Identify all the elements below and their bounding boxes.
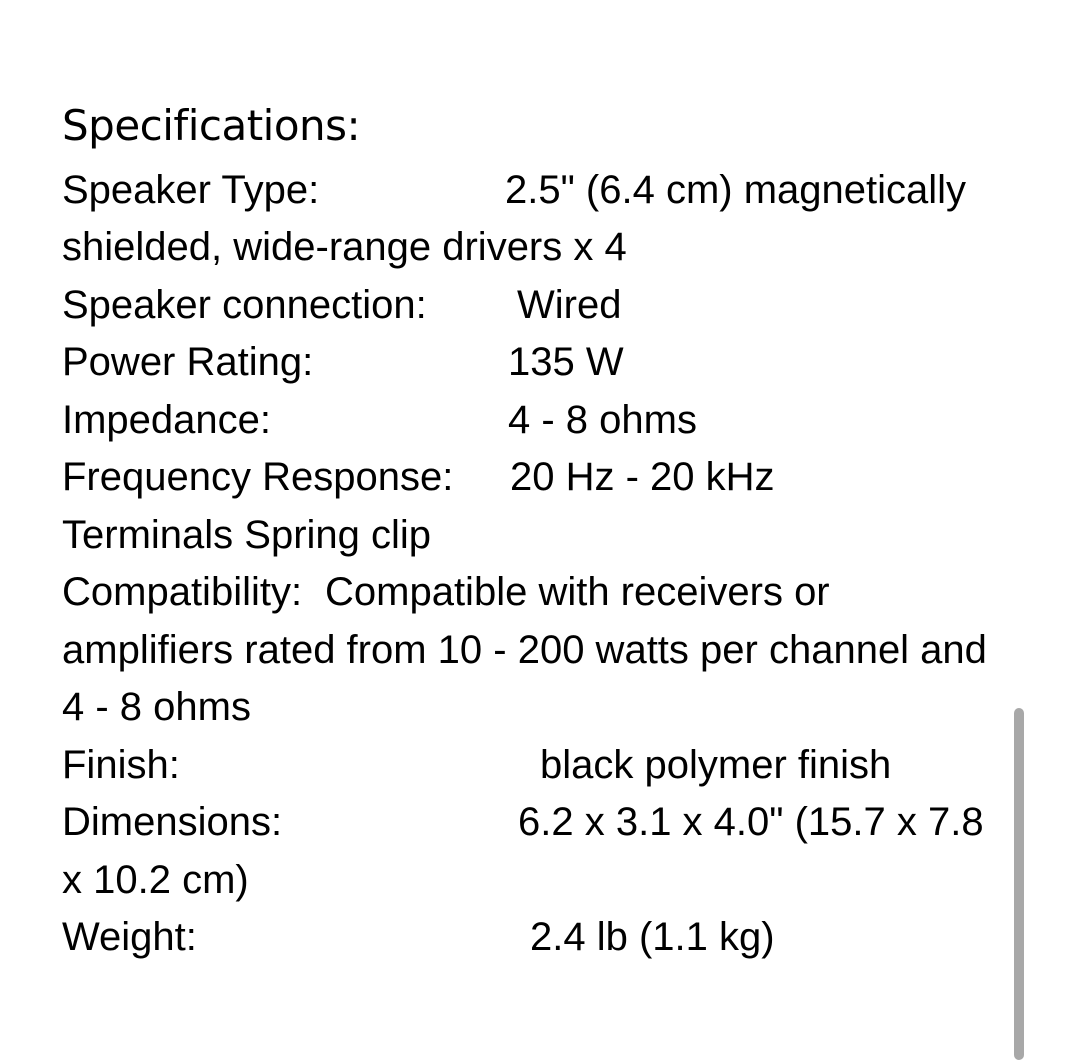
scrollbar-thumb[interactable] xyxy=(1014,708,1024,1060)
spec-gap xyxy=(453,489,510,490)
spec-gap xyxy=(313,374,508,375)
spec-gap xyxy=(271,432,508,433)
spec-label: Power Rating: xyxy=(62,340,314,384)
spec-label: Frequency Response: xyxy=(62,455,454,499)
spec-row xyxy=(62,334,1007,392)
spec-row xyxy=(62,794,1007,909)
spec-gap xyxy=(282,834,518,835)
spec-row xyxy=(62,277,1007,335)
spec-row xyxy=(62,564,1007,737)
spec-gap xyxy=(302,604,325,605)
spec-row xyxy=(62,449,1007,507)
spec-row xyxy=(62,392,1007,450)
spec-value: 20 Hz - 20 kHz xyxy=(510,455,775,499)
spec-label: Terminals xyxy=(62,512,234,557)
spec-value: 135 W xyxy=(508,340,624,384)
spec-value: Wired xyxy=(517,282,622,327)
spec-value: Spring clip xyxy=(244,512,432,557)
spec-rows xyxy=(62,162,1007,967)
spec-gap xyxy=(319,202,505,203)
spec-label: Speaker Type: xyxy=(62,167,320,212)
spec-row xyxy=(62,909,1007,967)
spec-row xyxy=(62,162,1007,277)
spec-value: 4 - 8 ohms xyxy=(508,397,697,442)
section-heading: Specifications: xyxy=(62,101,361,150)
spec-row xyxy=(62,507,1007,565)
specifications-section xyxy=(62,97,1007,967)
spec-gap xyxy=(197,949,530,950)
spec-label: Dimensions: xyxy=(62,800,283,844)
spec-label: Compatibility: xyxy=(62,570,303,614)
spec-label: Weight: xyxy=(62,915,197,959)
spec-gap xyxy=(180,777,540,778)
spec-value: 2.5" (6.4 cm) magnetically shielded, wide-range drivers x 4 xyxy=(62,167,967,269)
spec-gap xyxy=(233,507,244,508)
spec-label: Speaker connection: xyxy=(62,282,427,327)
spec-row xyxy=(62,737,1007,795)
spec-value: Compatible with receivers or amplifiers rated from 10 - 200 watts per channel and 4 - 8 ohms xyxy=(62,570,987,729)
spec-gap xyxy=(427,317,517,318)
spec-label: Impedance: xyxy=(62,397,272,442)
spec-value: 6.2 x 3.1 x 4.0" (15.7 x 7.8 x 10.2 cm) xyxy=(62,800,984,902)
spec-value: black polymer finish xyxy=(540,742,892,787)
spec-value: 2.4 lb (1.1 kg) xyxy=(530,915,775,959)
spec-label: Finish: xyxy=(62,742,180,787)
